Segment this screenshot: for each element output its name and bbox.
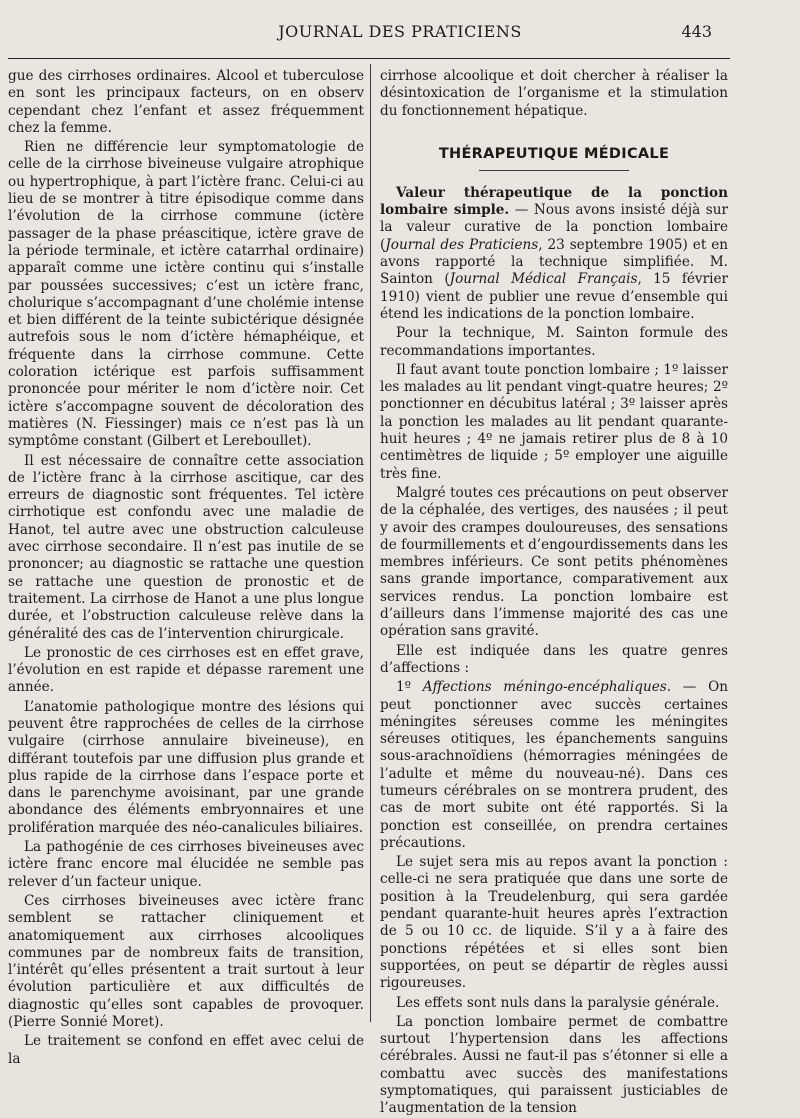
lead-text: — Nous avons insisté déjà sur la valeur curative de la ponction lombaire ( — [380, 202, 728, 253]
paragraph: Elle est indiquée dans les quatre genres d’affections : — [380, 642, 728, 676]
running-head — [0, 22, 800, 46]
lead-text: , 15 février 1910) vient de publier une revue d’ensemble qui étend les indications de la ponction lombaire. — [380, 271, 728, 322]
paragraph: Le pronostic de ces cirrhoses est en effet grave, l’évolution en est rapide et dépasse rarement une année. — [8, 644, 364, 696]
indication-text: . — On peut ponctionner avec succès certaines méningites séreuses comme les méningites séreuses otitiques, les épanchements sanguins sous-arachnoïdiens (hémorragies méningées de l’adulte et même du nouveau-né). Dans ces tumeurs cérébrales on se montrera prudent, des cas de mort subite ont été rapportés. Si la ponction est conseillée, on prendra certaines précautions. — [380, 679, 728, 851]
paragraph: L’anatomie pathologique montre des lésions qui peuvent être rapprochées de celles de la cirrhose vulgaire (cirrhose annulaire biveineuse), en différant toutefois par une diffusion plus grande et plus rapide de la cirrhose dans l’espace porte et dans le parenchyme avoisinant, par une grande abondance des éléments embryonnaires et une prolifération marquée des néo-canalicules biliaires. — [8, 698, 364, 836]
paragraph: Le sujet sera mis au repos avant la ponction : celle-ci ne sera pratiquée que dans une sorte de position à la Treudelenburg, qui sera gardée pendant quarante-huit heures après l’extraction de 5 ou 10 cc. de liquide. S’il y a à faire des ponctions répétées et si elles sont bien supportées, on peut se départir de règles aussi rigoureuses. — [380, 854, 728, 992]
paragraph: Il faut avant toute ponction lombaire ; 1º laisser les malades au lit pendant vingt-quatre heures; 2º ponctionner en décubitus latéral ; 3º laisser après la ponction les malades au lit pendant quarante-huit heures ; 4º ne jamais retirer plus de 8 à 10 centimètres de liquide ; 5º employer une aiguille très fine. — [380, 361, 728, 482]
paragraph: Rien ne différencie leur symptomatologie de celle de la cirrhose biveineuse vulgaire atrophique ou hypertrophique, à part l’ictère franc. Celui-ci au lieu de se montrer à titre épisodique comme dans l’évolution de la cirrhose commune (ictère passager de la phase préascitique, ictère grave de la période terminale, et ictère catarrhal ordinaire) apparaît comme une ictère continu qui s’installe par poussées successives; c’est un ictère franc, cholurique s’accompagnant d’une cholémie intense et bien différent de la teinte subictérique désignée autrefois sous le nom d’ictère hémaphéique, et fréquente dans la cirrhose commune. Cette coloration ictérique est parfois suffisamment prononcée pour mériter le nom d’ictère noir. Cet ictère s’accompagne souvent de décoloration des matières (N. Fiessinger) mais ce n’est pas là un symptôme constant (Gilbert et Lereboullet). — [8, 139, 364, 450]
article-title: Valeur thérapeutique de la ponction lombaire simple. — [380, 184, 728, 219]
left-column — [8, 68, 364, 1068]
paragraph: gue des cirrhoses ordinaires. Alcool et tuberculose en sont les principaux facteurs, on en observ cependant chez l’enfant et assez fréquemment chez la femme. — [8, 68, 364, 136]
paragraph: La pathogénie de ces cirrhoses biveineuses avec ictère franc encore mal élucidée ne semble pas relever d’un facteur unique. — [8, 839, 364, 890]
paragraph: Pour la technique, M. Sainton formule des recommandations importantes. — [380, 325, 728, 359]
paragraph: cirrhose alcoolique et doit chercher à réaliser la désintoxication de l’organisme et la stimulation du fonctionnement hépatique. — [380, 68, 728, 119]
paragraph: Les effets sont nuls dans la paralysie générale. — [396, 994, 720, 1011]
page-number: 443 — [681, 22, 712, 41]
indication-paragraph — [380, 679, 728, 852]
section-title: THÉRAPEUTIQUE MÉDICALE — [438, 145, 670, 162]
paragraph: Ces cirrhoses biveineuses avec ictère franc semblent se rattacher cliniquement et anatomiquement aux cirrhoses alcooliques communes par de nombreux faits de transition, l’intérêt qu’elles présentent a trait surtout à leur évolution particulière et aux difficultés de diagnostic qu’elles sont capables de provoquer. (Pierre Sonnié Moret). — [8, 892, 364, 1031]
paragraph: Il est nécessaire de connaître cette association de l’ictère franc à la cirrhose ascitique, car des erreurs de diagnostic sont fréquentes. Tel ictère cirrhotique est confondu avec une maladie de Hanot, tel autre avec une obstruction calculeuse avec cirrhose secondaire. Il n’est pas inutile de se prononcer; au diagnostic se rattache une question se rattache une question de pronostic et de traitement. La cirrhose de Hanot a une plus longue durée, et l’obstruction calculeuse relève dans la généralité des cas de l’intervention chirurgicale. — [8, 452, 364, 642]
indication-title: Affections méningo-encéphaliques — [422, 679, 667, 696]
indication-number: 1º — [396, 679, 423, 696]
header-rule — [8, 58, 730, 59]
paragraph: Malgré toutes ces précautions on peut observer de la céphalée, des vertiges, des nausées ; il peut y avoir des crampes douloureuses, des sensations de fourmillements et d’engourdissements dans les membres inférieurs. Ce sont petits phénomènes sans grande importance, comparativement aux services rendus. La ponction lombaire est d’ailleurs dans l’immense majorité des cas une opération sans gravité. — [380, 484, 728, 640]
journal-reference: Journal Médical Français — [449, 271, 638, 288]
right-column — [380, 68, 728, 1118]
section-rule — [479, 170, 629, 171]
paragraph: Le traitement se confond en effet avec celui de la — [8, 1033, 364, 1067]
article-lead-paragraph — [380, 185, 728, 323]
paragraph: La ponction lombaire permet de combattre surtout l’hypertension dans les affections cérébrales. Aussi ne faut-il pas s’étonner si elle a combattu avec succès des manifestations symptomatiques, qui paraissent justiciables de l’augmentation de la tension — [380, 1013, 728, 1117]
column-divider — [370, 64, 371, 1022]
lead-text: , 23 septembre 1905) et en avons rapporté la technique simplifiée. M. Sainton ( — [380, 236, 728, 288]
journal-title: JOURNAL DES PRATICIENS — [278, 22, 522, 41]
journal-reference: Journal des Praticiens — [385, 236, 539, 253]
